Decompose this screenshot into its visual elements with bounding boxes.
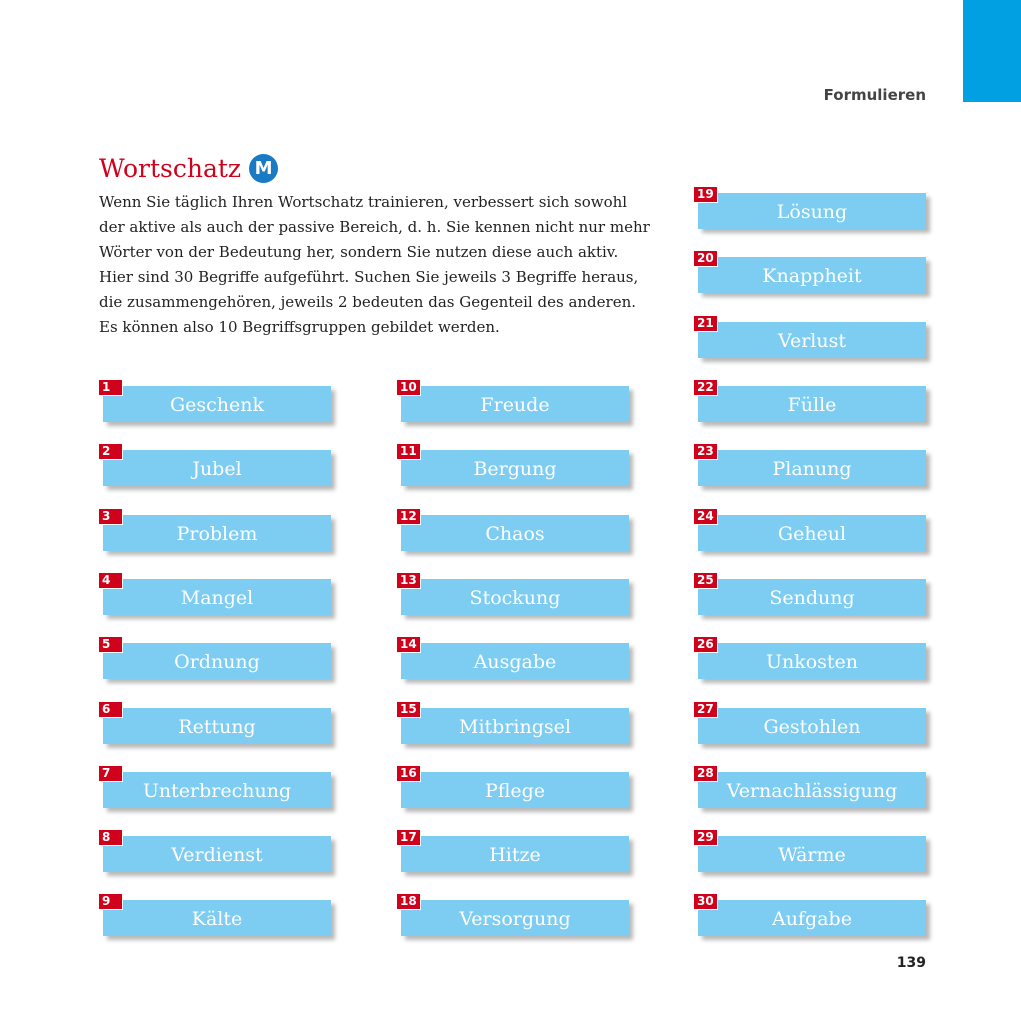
word-number: 28 bbox=[694, 766, 717, 781]
word-number: 14 bbox=[397, 637, 420, 652]
word-number: 15 bbox=[397, 702, 420, 717]
word-label: Hitze bbox=[401, 836, 629, 872]
section-header: Formulieren bbox=[823, 86, 926, 104]
word-number: 20 bbox=[694, 251, 717, 266]
word-number: 17 bbox=[397, 830, 420, 845]
word-card bbox=[400, 444, 629, 486]
intro-line: der aktive als auch der passive Bereich, d. h. Sie kennen nicht nur mehr bbox=[99, 218, 650, 236]
word-label: Problem bbox=[103, 515, 331, 551]
intro-line: Hier sind 30 Begriffe aufgeführt. Suchen Sie jeweils 3 Begriffe heraus, bbox=[99, 268, 639, 286]
word-label: Pflege bbox=[401, 772, 629, 808]
word-card bbox=[697, 572, 926, 615]
word-label: Unkosten bbox=[698, 643, 926, 679]
word-card bbox=[400, 830, 629, 872]
word-card bbox=[697, 894, 926, 936]
word-label: Versorgung bbox=[401, 900, 629, 936]
word-card bbox=[697, 444, 926, 486]
intro-line: Wenn Sie täglich Ihren Wortschatz trainieren, verbessert sich sowohl bbox=[99, 193, 628, 211]
word-card bbox=[697, 251, 926, 293]
word-card bbox=[400, 701, 629, 744]
word-number: 6 bbox=[99, 702, 122, 717]
chapter-tab-marker bbox=[963, 0, 1021, 102]
word-card bbox=[400, 508, 629, 551]
word-card bbox=[102, 830, 331, 872]
word-label: Bergung bbox=[401, 450, 629, 486]
word-label: Geheul bbox=[698, 515, 926, 551]
word-label: Fülle bbox=[698, 386, 926, 422]
word-card bbox=[102, 508, 331, 551]
intro-text bbox=[99, 190, 659, 340]
word-label: Vernachlässigung bbox=[698, 772, 926, 808]
word-label: Ausgabe bbox=[401, 643, 629, 679]
word-card bbox=[102, 380, 331, 422]
word-card bbox=[102, 701, 331, 744]
word-card bbox=[697, 380, 926, 422]
word-number: 1 bbox=[99, 380, 122, 395]
word-card bbox=[400, 572, 629, 615]
word-card bbox=[400, 380, 629, 422]
word-number: 24 bbox=[694, 509, 717, 524]
word-label: Jubel bbox=[103, 450, 331, 486]
word-label: Wärme bbox=[698, 836, 926, 872]
word-label: Ordnung bbox=[103, 643, 331, 679]
word-card bbox=[400, 637, 629, 679]
word-card bbox=[697, 765, 926, 808]
word-number: 13 bbox=[397, 573, 420, 588]
word-number: 29 bbox=[694, 830, 717, 845]
word-number: 27 bbox=[694, 702, 717, 717]
word-label: Stockung bbox=[401, 579, 629, 615]
word-label: Freude bbox=[401, 386, 629, 422]
word-number: 9 bbox=[99, 894, 122, 909]
word-card bbox=[102, 637, 331, 679]
word-number: 23 bbox=[694, 444, 717, 459]
word-label: Unterbrechung bbox=[103, 772, 331, 808]
word-number: 21 bbox=[694, 316, 717, 331]
word-card bbox=[697, 508, 926, 551]
word-card bbox=[697, 637, 926, 679]
word-card bbox=[102, 572, 331, 615]
word-card bbox=[697, 315, 926, 358]
word-label: Gestohlen bbox=[698, 708, 926, 744]
word-card bbox=[697, 187, 926, 229]
word-label: Sendung bbox=[698, 579, 926, 615]
word-label: Mangel bbox=[103, 579, 331, 615]
word-label: Mitbringsel bbox=[401, 708, 629, 744]
word-label: Rettung bbox=[103, 708, 331, 744]
word-label: Geschenk bbox=[103, 386, 331, 422]
word-number: 11 bbox=[397, 444, 420, 459]
word-label: Verdienst bbox=[103, 836, 331, 872]
word-label: Verlust bbox=[698, 322, 926, 358]
intro-line: Wörter von der Bedeutung her, sondern Sie nutzen diese auch aktiv. bbox=[99, 243, 619, 261]
word-card bbox=[400, 894, 629, 936]
word-number: 8 bbox=[99, 830, 122, 845]
word-card bbox=[400, 765, 629, 808]
word-number: 2 bbox=[99, 444, 122, 459]
page-number: 139 bbox=[896, 955, 926, 971]
word-number: 5 bbox=[99, 637, 122, 652]
word-card bbox=[697, 830, 926, 872]
word-label: Lösung bbox=[698, 193, 926, 229]
word-number: 22 bbox=[694, 380, 717, 395]
word-card bbox=[102, 894, 331, 936]
word-number: 7 bbox=[99, 766, 122, 781]
word-number: 18 bbox=[397, 894, 420, 909]
word-number: 25 bbox=[694, 573, 717, 588]
word-label: Chaos bbox=[401, 515, 629, 551]
intro-line: Es können also 10 Begriffsgruppen gebildet werden. bbox=[99, 318, 500, 336]
level-badge: M bbox=[249, 154, 278, 183]
word-label: Kälte bbox=[103, 900, 331, 936]
word-card bbox=[697, 701, 926, 744]
word-label: Knappheit bbox=[698, 257, 926, 293]
title-text: Wortschatz bbox=[99, 154, 242, 183]
intro-line: die zusammengehören, jeweils 2 bedeuten das Gegenteil des anderen. bbox=[99, 293, 636, 311]
word-number: 10 bbox=[397, 380, 420, 395]
word-card bbox=[102, 765, 331, 808]
word-label: Planung bbox=[698, 450, 926, 486]
word-number: 16 bbox=[397, 766, 420, 781]
word-number: 30 bbox=[694, 894, 717, 909]
word-number: 12 bbox=[397, 509, 420, 524]
word-number: 19 bbox=[694, 187, 717, 202]
page-title bbox=[99, 154, 278, 183]
word-card bbox=[102, 444, 331, 486]
word-number: 26 bbox=[694, 637, 717, 652]
word-number: 3 bbox=[99, 509, 122, 524]
word-label: Aufgabe bbox=[698, 900, 926, 936]
word-number: 4 bbox=[99, 573, 122, 588]
